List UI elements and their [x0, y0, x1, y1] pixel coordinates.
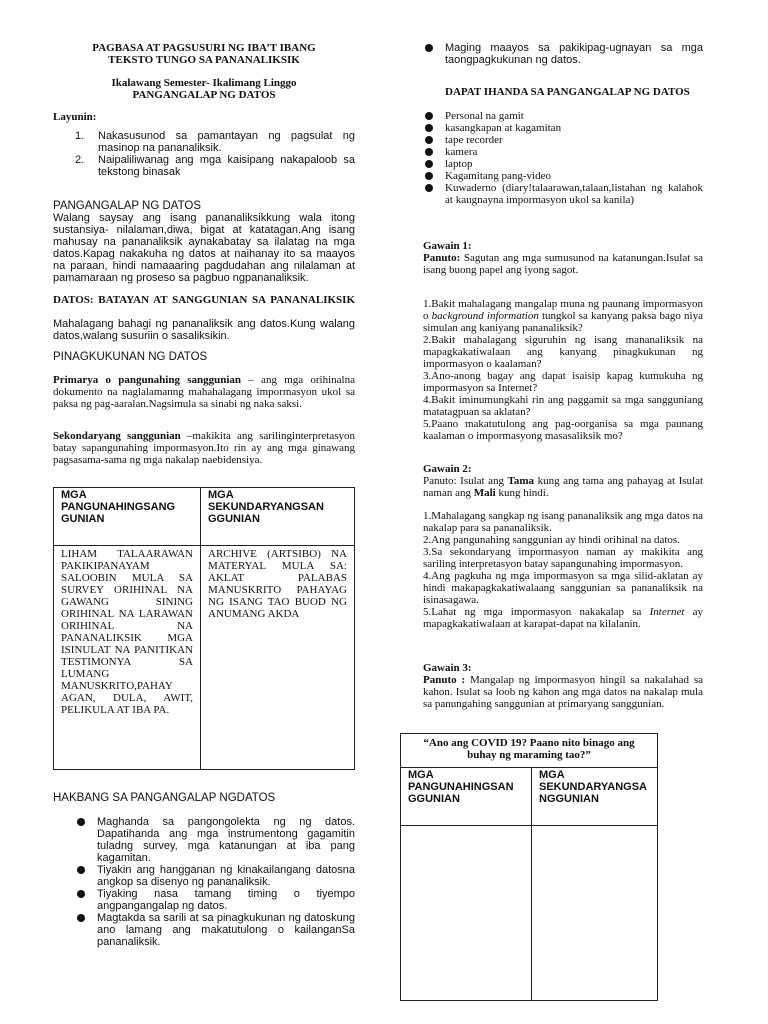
- document-title: [53, 42, 355, 66]
- instructions-text: Panuto: Isulat ang: [423, 475, 508, 487]
- prep-item: [423, 170, 703, 182]
- objective-item: [53, 130, 355, 154]
- prep-item: [423, 182, 703, 206]
- sources-table-header-primary: MGA PANGUNAHINGSANG GUNIAN: [54, 488, 201, 546]
- step-text: Maghanda sa pangongolekta ng ng datos. Dapatihanda ang mga instrumentong gagamitin tuladng survey, mga katanungan at iba pang kagamitan.: [97, 816, 355, 864]
- steps-list: [75, 816, 355, 948]
- instructions-text: kung ang tama ang pahayag at Isulat naman ang: [423, 475, 704, 499]
- covid-table-header-primary: MGA PANGUNAHINGSAN GGUNIAN: [401, 768, 532, 826]
- bullet-icon: [77, 890, 85, 898]
- prep-item-text: kamera: [445, 146, 478, 158]
- statement-item: [423, 606, 703, 630]
- activity-2-statements: [423, 510, 703, 630]
- bullet-icon: [77, 866, 85, 874]
- bullet-icon: [425, 148, 433, 156]
- prep-item: [423, 158, 703, 170]
- prep-item: [423, 146, 703, 158]
- prep-item: [423, 134, 703, 146]
- prep-item-text: kasangkapan at kagamitan: [445, 122, 562, 134]
- objectives-heading: Layunin:: [53, 111, 97, 123]
- bullet-icon: [425, 172, 433, 180]
- covid-answer-cell-secondary[interactable]: [532, 826, 658, 1001]
- section-body-datos: Mahalagang bahagi ng pananaliksik ang datos.Kung walang datos,walang susuriin o sasaliksikin.: [53, 318, 355, 342]
- covid-table-header-secondary: MGA SEKUNDARYANGSA NGGUNIAN: [532, 768, 658, 826]
- sources-table-cell-primary: LIHAM TALAARAWAN PAKIKIPANAYAM SALOOBIN MULA SA SURVEY ORIHINAL NA GAWANG SINING ORIHINAL NA LARAWAN ORIHINAL NA PANANALIKSIK MGA ISINULAT NA PANITIKAN TESTIMONYA SA LUMANG MANUSKRITO,PAHAY AGAN, DULA, AWIT, PELIKULA AT IBA PA.: [54, 546, 201, 770]
- objective-text: Naipaliliwanag ang mga kaisipang nakapaloob sa tekstong binasak: [98, 154, 355, 178]
- mali-keyword: Mali: [473, 487, 496, 499]
- activity-1-instructions: [423, 252, 703, 276]
- question-item: 2.Bakit mahalagang siguruhin ng isang mananaliksik na mapagkakatiwalaan ang kanyang pinagkukunan ng impormasyon o kaalaman?: [423, 334, 703, 370]
- step-item: [75, 888, 355, 912]
- statement-text: ay mapagkakatiwalaan at karapat-dapat na kilalanin.: [423, 606, 703, 630]
- statement-text: 5.Lahat ng mga impormasyon nakakalap sa: [423, 606, 650, 618]
- covid-header-row: [401, 768, 658, 826]
- prep-items-list: [423, 110, 703, 206]
- title-line-1: PAGBASA AT PAGSUSURI NG IBA’T IBANG: [92, 42, 316, 54]
- prep-item-text: Kuwaderno (diary!talaarawan,talaan,listahan ng kalahok at kaugnayna impormasyon ukol sa kanila): [445, 182, 703, 206]
- question-item: 4.Bakit iminumungkahi rin ang paggamit sa mga sangguniang matatagpuan sa aklatan?: [423, 394, 703, 418]
- covid-question-row: [401, 734, 658, 768]
- statement-emphasis: Internet: [649, 606, 685, 618]
- question-item: [423, 298, 703, 334]
- bullet-icon: [77, 914, 85, 922]
- objective-number: 2.: [75, 154, 85, 166]
- covid-question: “Ano ang COVID 19? Paano nito binago ang buhay ng maraming tao?”: [401, 734, 658, 768]
- section-heading-hakbang: HAKBANG SA PANGANGALAP NGDATOS: [53, 792, 276, 804]
- activity-3-heading: Gawain 3:: [423, 662, 472, 674]
- section-heading-pangangalap: PANGANGALAP NG DATOS: [53, 200, 202, 212]
- step-text: Magtakda sa sarili at sa pinagkukunan ng datoskung ano lamang ang makatutulong o kailanganSa pananaliksik.: [97, 912, 355, 948]
- covid-answer-cell-primary[interactable]: [401, 826, 532, 1001]
- statement-item: 3.Sa sekondaryang impormasyon naman ay makikita ang sariling interpretasyon batay sapangunahing impormasyon.: [423, 546, 703, 570]
- instructions-text: Sagutan ang mga sumusunod na katanungan.Isulat sa isang buong papel ang iyong sagot.: [423, 252, 703, 276]
- step-text: Tiyaking nasa tamang timing o tiyempo angpangangalap ng datos.: [97, 888, 355, 912]
- step-text: Tiyakin ang hangganan ng kinakailangang datosna angkop sa disenyo ng pananaliksik.: [97, 864, 355, 888]
- activity-2-instructions: [423, 475, 703, 499]
- section-heading-ihanda: DAPAT IHANDA SA PANGANGALAP NG DATOS: [445, 86, 690, 98]
- activity-1-questions: [423, 298, 703, 442]
- instructions-text: kung hindi.: [495, 487, 549, 499]
- section-heading-datos-text: DATOS: BATAYAN AT SANGGUNIAN SA PANANALIKSIK: [53, 294, 355, 306]
- sources-table-cell-secondary: ARCHIVE (ARTSIBO) NA MATERYAL MULA SA: AKLAT PALABAS MANUSKRITO PAHAYAG NG ISANG TAO BUOD NG ANUMANG AKDA: [201, 546, 355, 770]
- primary-source-definition: [53, 374, 355, 410]
- semester-label: Ikalawang Semester- Ikalimang Linggo: [111, 77, 297, 89]
- prep-item-text: tape recorder: [445, 134, 503, 146]
- step-item: [75, 912, 355, 948]
- instructions-text: Mangalap ng impormasyon hingil sa nakalahad sa kahon. Isulat sa loob ng kahon ang mga datos na nakalap mula sa panungahing sanggunian at primaryang sanggunian.: [423, 674, 704, 710]
- prep-item-text: laptop: [445, 158, 473, 170]
- primary-source-term: Primarya o pangunahing sanggunian: [53, 374, 242, 386]
- question-item: 5.Paano makatutulong ang pag-oorganisa sa mga paunang kaalaman o impormasyong masasaliksik mo?: [423, 418, 703, 442]
- section-heading-datos: [53, 294, 355, 306]
- bullet-icon: [425, 160, 433, 168]
- objectives-list: [53, 130, 355, 178]
- steps-list-continued: [423, 42, 703, 66]
- secondary-source-text: –makikita ang sarilinginterpretasyon batay sapangunahing impormasyon.Ito rin ay ang mga ginawang pagsasama-sama ng mga nakalap naebidensiya.: [53, 430, 355, 466]
- step-item: [423, 42, 703, 66]
- step-item: [75, 864, 355, 888]
- activity-3-instructions: [423, 674, 703, 710]
- objective-number: 1.: [75, 130, 85, 142]
- bullet-icon: [425, 124, 433, 132]
- bullet-icon: [77, 818, 85, 826]
- section-heading-pinagkukunan: PINAGKUKUNAN NG DATOS: [53, 351, 208, 363]
- section-body-pangangalap: Walang saysay ang isang pananaliksikkung wala itong sustansiya- nilalaman,diwa, bigat at katatagan.Ang isang mahusay na pananaliksik aynakabatay sa ilalatag na mga datos.Kapag nakakuha ng datos at naihanay ito sa maayos na paraan, hindi namaaaring pagdudahan ang nilalaman at pamamaraan ng proseso sa pagbuo ngpananaliksik.: [53, 212, 355, 284]
- covid-answer-row: [401, 826, 658, 1001]
- tama-keyword: Tama: [507, 475, 535, 487]
- step-text: Maging maayos sa pakikipag-ugnayan sa mga taongpagkukunan ng datos.: [445, 42, 703, 66]
- covid-answer-table: [400, 733, 658, 1001]
- statement-item: 2.Ang pangunahing sanggunian ay hindi orihinal na datos.: [423, 534, 680, 546]
- sources-table-header-row: [54, 488, 355, 546]
- secondary-source-term: Sekondaryang sanggunian: [53, 430, 181, 442]
- statement-item: 4.Ang pagkuha ng mga impormasyon sa mga silid-aklatan ay hindi makapagkakatiwalaang sanggunian sa pananaliksik na isinasagawa.: [423, 570, 703, 606]
- prep-item-text: Personal na gamit: [445, 110, 524, 122]
- step-item: [75, 816, 355, 864]
- bullet-icon: [425, 44, 433, 52]
- topic-label: PANGANGALAP NG DATOS: [132, 89, 276, 101]
- prep-item: [423, 122, 703, 134]
- sources-table: [53, 487, 355, 770]
- activity-1-heading: Gawain 1:: [423, 240, 472, 252]
- objective-text: Nakasusunod sa pamantayan ng pagsulat ng masinop na pananaliksik.: [98, 130, 355, 154]
- bullet-icon: [425, 112, 433, 120]
- prep-item: [423, 110, 703, 122]
- sources-table-header-secondary: MGA SEKUNDARYANGSAN GGUNIAN: [201, 488, 355, 546]
- sources-table-body-row: [54, 546, 355, 770]
- question-item: 3.Ano-anong bagay ang dapat isaisip kapag kumukuha ng impormasyon sa Internet?: [423, 370, 703, 394]
- secondary-source-definition: [53, 430, 355, 466]
- prep-item-text: Kagamitang pang-video: [445, 170, 551, 182]
- document-subtitle: [53, 77, 355, 101]
- objective-item: [53, 154, 355, 178]
- title-line-2: TEKSTO TUNGO SA PANANALIKSIK: [108, 54, 300, 66]
- instructions-label: Panuto :: [423, 674, 466, 686]
- bullet-icon: [425, 136, 433, 144]
- instructions-label: Panuto:: [423, 252, 461, 264]
- question-text: tungkol sa kanyang paksa bago niya simulan ang kaniyang pananaliksik?: [423, 310, 703, 334]
- primary-source-text: – ang mga orihinalna dokumento na naglalamanng mahahalagang impormasyon ukol sa paksa ng pag-aaralan.Nagsimula sa sinabi ng naka saksi.: [53, 374, 355, 410]
- activity-2-heading: Gawain 2:: [423, 463, 472, 475]
- question-emphasis: background information: [431, 310, 539, 322]
- bullet-icon: [425, 184, 433, 192]
- statement-item: 1.Mahalagang sangkap ng isang pananaliksik ang mga datos na nakalap para sa pananaliksik.: [423, 510, 703, 534]
- question-text: 1.Bakit mahalagang mangalap muna ng paunang impormasyon o: [423, 298, 703, 322]
